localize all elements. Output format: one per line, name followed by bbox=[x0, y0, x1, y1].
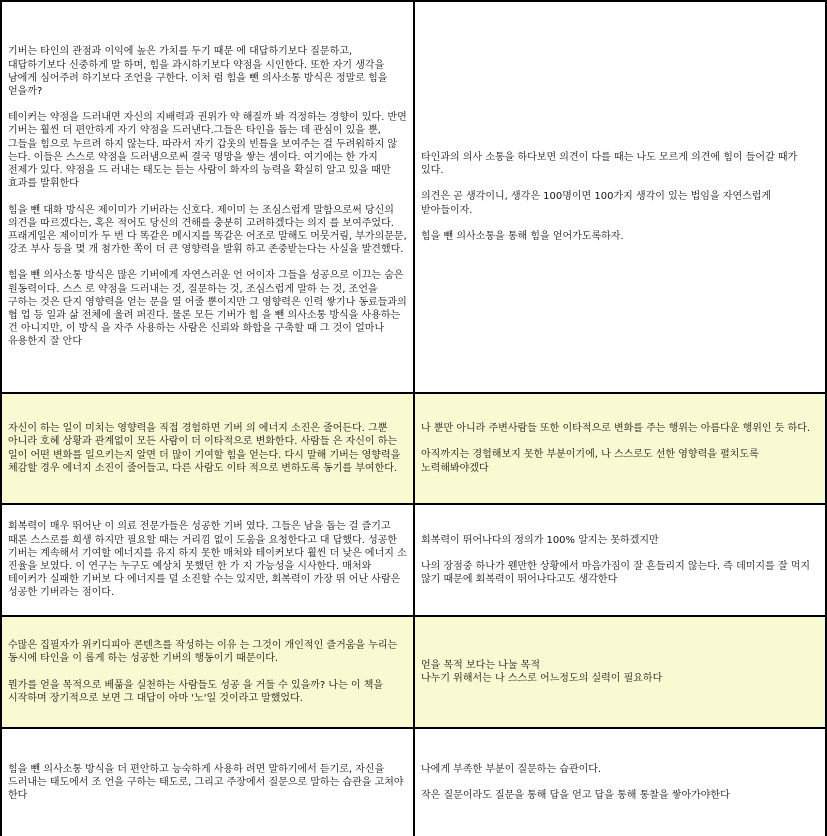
quote-cell bbox=[2, 505, 415, 615]
quote-paragraph: 테이커는 약점을 드러내면 자신의 지배력과 권위가 약 해질까 봐 걱정하는 경향이 있다. 반면 기버는 훨씬 더 편안하게 자기 약점을 드러낸다.그들은 타인을 돕는 데 관심이 있을 뿐, 그들을 힘으로 누르려 하지 않는다. 따라서 자기 갑옷의 빈틈을 보여주는 걸 두려워하지 않 는다. 이들은 스스로 약점을 드러냄으로써 결국 명망을 쌓는 셈이다. 여기에는 한 가지 전제가 있다. 약점을 드 러내는 태도는 듣는 사람이 화자의 능력을 확실히 알고 있을 때만 효과를 발휘한다 bbox=[8, 112, 407, 190]
quote-paragraph: 힘을 뺀 의사소통 방식은 많은 기버에게 자연스러운 언 어이자 그들을 성공으로 이끄는 숨은 원동력이다. 스스 로 약점을 드러내는 것, 질문하는 것, 조심스럽게 말하 는 것, 조언을 구하는 것은 단지 영향력을 얻는 문을 열 어줄 뿐이지만 그 영향력은 인력 쌓기나 동료들과의 협 업 등 일과 삶 전체에 울려 퍼진다. 물론 모든 기버가 힘 을 뺀 의사소통 방식을 사용하는 건 아니지만, 이 방식 을 자주 사용하는 사람은 신뢰와 화합을 구축할 때 그 것이 얼마나 유용한지 잘 안다 bbox=[8, 270, 407, 348]
quote-paragraph: 수많은 집필자가 위키디피아 콘텐츠를 작성하는 이유 는 그것이 개인적인 즐거움을 누리는 동시에 타인을 이 롭게 하는 성공한 기버의 행동이기 때문이다. bbox=[8, 640, 398, 665]
table-row bbox=[2, 2, 827, 394]
reflection-cell bbox=[415, 729, 827, 836]
quote-cell bbox=[2, 729, 415, 836]
quote-paragraph: 회복력이 매우 뛰어난 이 의료 전문가들은 성공한 기버 였다. 그들은 남을 돕는 걸 즐기고 때론 스스로를 희생 하지만 필요할 때는 거리낌 없이 도움을 요청한다고 대 답했다. 성공한 기버는 계속해서 기여할 에너지를 유지 하지 못한 매처와 테이커보다 훨씬 더 낮은 에너지 소 진율을 보였다. 이 연구는 누구도 예상치 못했던 한 가 지 가능성을 시사한다. 매처와 테이커가 실패한 기버보 다 에너지를 덜 소진할 수는 있지만, 회복력이 가장 뛰 어난 사람은 성공한 기버라는 점이다. bbox=[8, 521, 407, 599]
reflection-paragraph: 타인과의 의사 소통을 하다보면 의견이 다를 때는 나도 모르게 의견에 힘이 들어갈 때가 있다. bbox=[421, 151, 798, 177]
table-row bbox=[2, 617, 827, 729]
reflection-cell bbox=[415, 2, 827, 392]
table-row bbox=[2, 505, 827, 617]
quote-paragraph: 자신이 하는 일이 미치는 영향력을 직접 경험하면 기버 의 에너지 소진은 줄어든다. 그뿐 아니라 호혜 상황과 관계없이 모든 사람이 더 이타적으로 변화한다. 사람들 은 자신이 하는 일이 어떤 변화를 일으키는지 알면 더 많이 기여할 힘을 얻는다. 다시 말해 기버는 영향력을 체감할 경우 에너지 소진이 줄어들고, 다른 사람도 이타 적으로 변하도록 동기를 부여한다. bbox=[8, 423, 401, 474]
reflection-paragraph: 아직까지는 경험해보지 못한 부분이기에, 나 스스로도 선한 영향력을 펼치도록 노력해봐야겠다 bbox=[421, 449, 759, 474]
reflection-paragraph: 회복력이 뛰어나다의 정의가 100% 알지는 못하겠지만 bbox=[421, 534, 659, 546]
quote-paragraph: 힘을 뺀 대화 방식은 제이미가 기버라는 신호다. 제이미 는 조심스럽게 말함으로써 당신의 의견을 따르겠다는, 혹은 적어도 당신의 견해를 충분히 고려하겠다는 의지 를 보여주었다. 프래게일은 제이미가 두 번 다 똑같은 메시지를 똑같은 어조로 말해도 머뭇거림, 부가의문문, 강조 부사 등을 몇 개 첨가한 쪽이 더 큰 영향력을 발휘 하고 존중받는다는 사실을 발견했다. bbox=[8, 204, 407, 256]
reflection-paragraph: 나 뿐만 아니라 주변사람들 또한 이타적으로 변화를 주는 행위는 아름다운 행위인 듯 하다. bbox=[421, 423, 811, 435]
quote-paragraph: 뭔가를 얻을 목적으로 베풂을 실천하는 사람들도 성공 을 거둘 수 있을까? 나는 이 책을 시작하며 장기적으로 보면 그 대답이 아마 '노'일 것이라고 말했었다. bbox=[8, 679, 384, 704]
quote-paragraph: 기버는 타인의 관점과 이익에 높은 가치를 두기 때문 에 대답하기보다 질문하고, 대답하기보다 신중하게 말 하며, 힘을 과시하기보다 약점을 시인한다. 또한 자기 생각을 남에게 심어주려 하기보다 조언을 구한다. 이처 럼 힘을 뺀 의사소통 방식은 정말로 힘을 얻을까? bbox=[8, 46, 388, 98]
quote-cell bbox=[2, 394, 415, 503]
reflection-paragraph: 힘을 뺀 의사소통을 통해 힘을 얻어가도록하자. bbox=[421, 230, 624, 242]
table-row bbox=[2, 729, 827, 836]
reflection-paragraph: 얻을 목적 보다는 나눌 목적 나누기 위해서는 나 스스로 어느정도의 실력이 필요하다 bbox=[421, 659, 663, 684]
reflection-cell bbox=[415, 505, 827, 615]
reflection-cell bbox=[415, 394, 827, 503]
reflection-paragraph: 작은 질문이라도 질문을 통해 답을 얻고 답을 통해 통찰을 쌓아가야한다 bbox=[421, 790, 730, 801]
quote-cell bbox=[2, 2, 415, 392]
quote-cell bbox=[2, 617, 415, 727]
quote-paragraph: 힘을 뺀 의사소통 방식을 더 편안하고 능숙하게 사용하 려면 말하기에서 듣기로, 자신을 드러내는 태도에서 조 언을 구하는 태도로, 그리고 주장에서 질문으로 말하는 습관을 고쳐야 한다 bbox=[8, 763, 404, 802]
reflection-paragraph: 의견은 곧 생각이니, 생각은 100명이면 100가지 생각이 있는 법임을 자연스럽게 받아들이자. bbox=[421, 191, 772, 216]
reflection-paragraph: 나의 장점중 하나가 웬만한 상황에서 마음가짐이 잘 흔들리지 않는다. 즉 데미지를 잘 먹지 않기 때문에 회복력이 뛰어나다고도 생각한다 bbox=[421, 560, 811, 586]
reflection-paragraph: 나에게 부족한 부분이 질문하는 습관이다. bbox=[421, 763, 602, 775]
table-row bbox=[2, 394, 827, 505]
reflection-cell bbox=[415, 617, 827, 727]
